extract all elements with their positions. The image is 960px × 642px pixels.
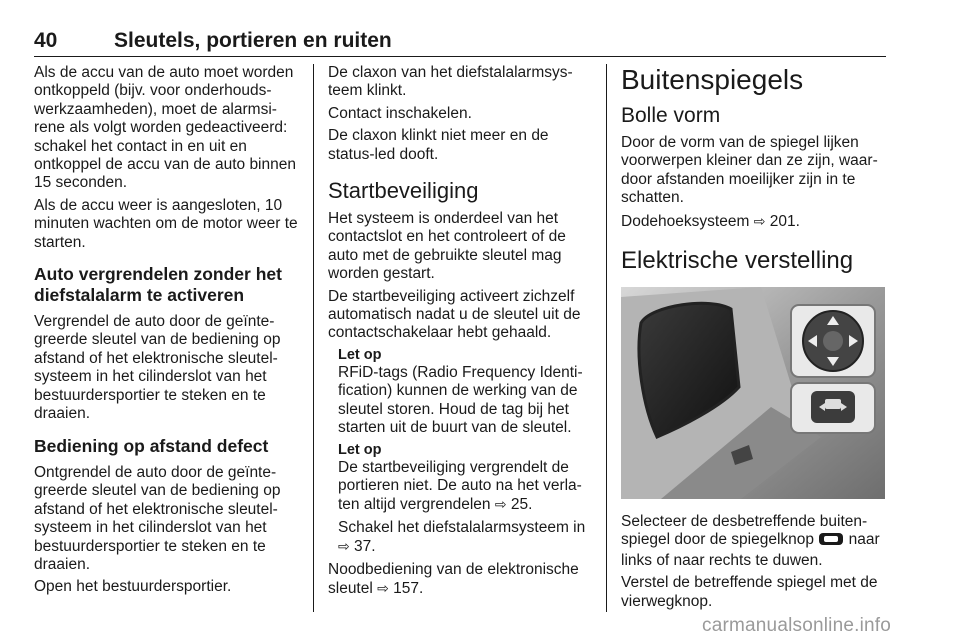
note-label: Let op <box>338 346 382 363</box>
adjust-mirror-paragraph: Verstel de betreffende spiegel met de vierwegknop. <box>621 574 878 610</box>
column-3 <box>621 64 887 615</box>
unlock-paragraph: Ontgrendel de auto door de geïnte-greerde sleutel van de bediening op afstand of het elektronische sleutel-systeem in het cilinderslot van het bestuurdersportier te steken en te draaien. <box>34 464 281 574</box>
page-ref[interactable]: 201. <box>769 212 800 230</box>
page-ref-arrow-icon: ⇨ <box>377 579 389 596</box>
column-divider-1 <box>313 64 314 612</box>
emergency-key-paragraph: Noodbediening van de elektronische sleutel ⇨ 157. <box>328 560 579 597</box>
page-ref[interactable]: 25. <box>510 496 533 514</box>
note-doors-text: De startbeveiliging vergrendelt de portieren niet. De auto na het verla-ten altijd vergrendelen ⇨ 25. <box>338 458 582 514</box>
open-door-paragraph: Open het bestuurdersportier. <box>34 578 232 596</box>
page-ref-arrow-icon: ⇨ <box>494 496 507 513</box>
heading-immobiliser: Startbeveiliging <box>328 178 479 204</box>
convex-paragraph: Door de vorm van de spiegel lijken voorwerpen kleiner dan ze zijn, waar-door afstanden moeilijker zijn in te schatten. <box>621 134 878 207</box>
immobiliser-auto-paragraph: De startbeveiliging activeert zichzelf automatisch nadat u de sleutel uit de contactschakelaar hebt gehaald. <box>328 287 581 342</box>
page-ref[interactable]: 37. <box>354 538 376 556</box>
note-label: Let op <box>338 441 382 458</box>
page-ref-arrow-icon: ⇨ <box>753 212 766 229</box>
immobiliser-paragraph: Het systeem is onderdeel van het contactslot en het controleert of de auto met de gebruikte sleutel mag worden gestart. <box>328 210 566 283</box>
lock-paragraph: Vergrendel de auto door de geïnte-greerde sleutel van de bediening op afstand of het elektronische sleutel-systeem in het cilinderslot van het bestuurdersportier te steken en te draaien. <box>34 313 281 423</box>
page-ref-arrow-icon: ⇨ <box>338 538 350 555</box>
heading-electric-adjust: Elektrische verstelling <box>621 247 854 275</box>
header-rule <box>34 56 886 57</box>
column-divider-2 <box>606 64 607 612</box>
mirror-control-figure <box>621 287 885 499</box>
heading-lock-without-alarm: Auto vergrendelen zonder het diefstalalarm te activeren <box>34 264 282 305</box>
note-alarm-text: Schakel het diefstalalarmsysteem in ⇨ 37. <box>338 518 586 556</box>
select-mirror-paragraph: Selecteer de desbetreffende buiten-spiegel door de spiegelknop naar links of naar rechts te duwen. <box>621 513 880 569</box>
page-number: 40 <box>34 29 58 52</box>
column-2 <box>328 64 594 602</box>
note-rfid <box>328 347 594 438</box>
heading-outside-mirrors: Buitenspiegels <box>621 64 804 95</box>
horn-paragraph: De claxon van het diefstalalarmsys-teem klinkt. <box>328 64 573 100</box>
horn-stops-paragraph: De claxon klinkt niet meer en de status-led dooft. <box>328 127 549 163</box>
page-header <box>34 29 886 55</box>
heading-remote-defect: Bediening op afstand defect <box>34 435 269 456</box>
column-1 <box>34 64 300 601</box>
note-doors <box>328 442 594 557</box>
ignition-paragraph: Contact inschakelen. <box>328 104 472 122</box>
battery-paragraph: Als de accu van de auto moet worden ontkoppeld (bijv. voor onderhouds-werkzaamheden), moet de alarmsi-rene als volgt worden gedeactiveerd: schakel het contact in en uit en ontkoppel de accu van de auto binnen 15 seconden. <box>34 64 296 192</box>
page-ref[interactable]: 157. <box>393 579 424 597</box>
mirror-button-icon <box>818 532 844 551</box>
mirror-control-photo <box>621 287 885 499</box>
heading-convex: Bolle vorm <box>621 104 721 127</box>
blind-spot-paragraph: Dodehoeksysteem ⇨ 201. <box>621 212 800 230</box>
watermark: carmanualsonline.info <box>702 615 892 636</box>
reconnect-paragraph: Als de accu weer is aangesloten, 10 minuten wachten om de motor weer te starten. <box>34 196 298 251</box>
note-rfid-text: RFiD-tags (Radio Frequency Identi-fication) kunnen de werking van de sleutel storen. Houd de tag bij het starten uit de buurt van de sleutel. <box>338 363 583 437</box>
chapter-title: Sleutels, portieren en ruiten <box>114 29 392 52</box>
